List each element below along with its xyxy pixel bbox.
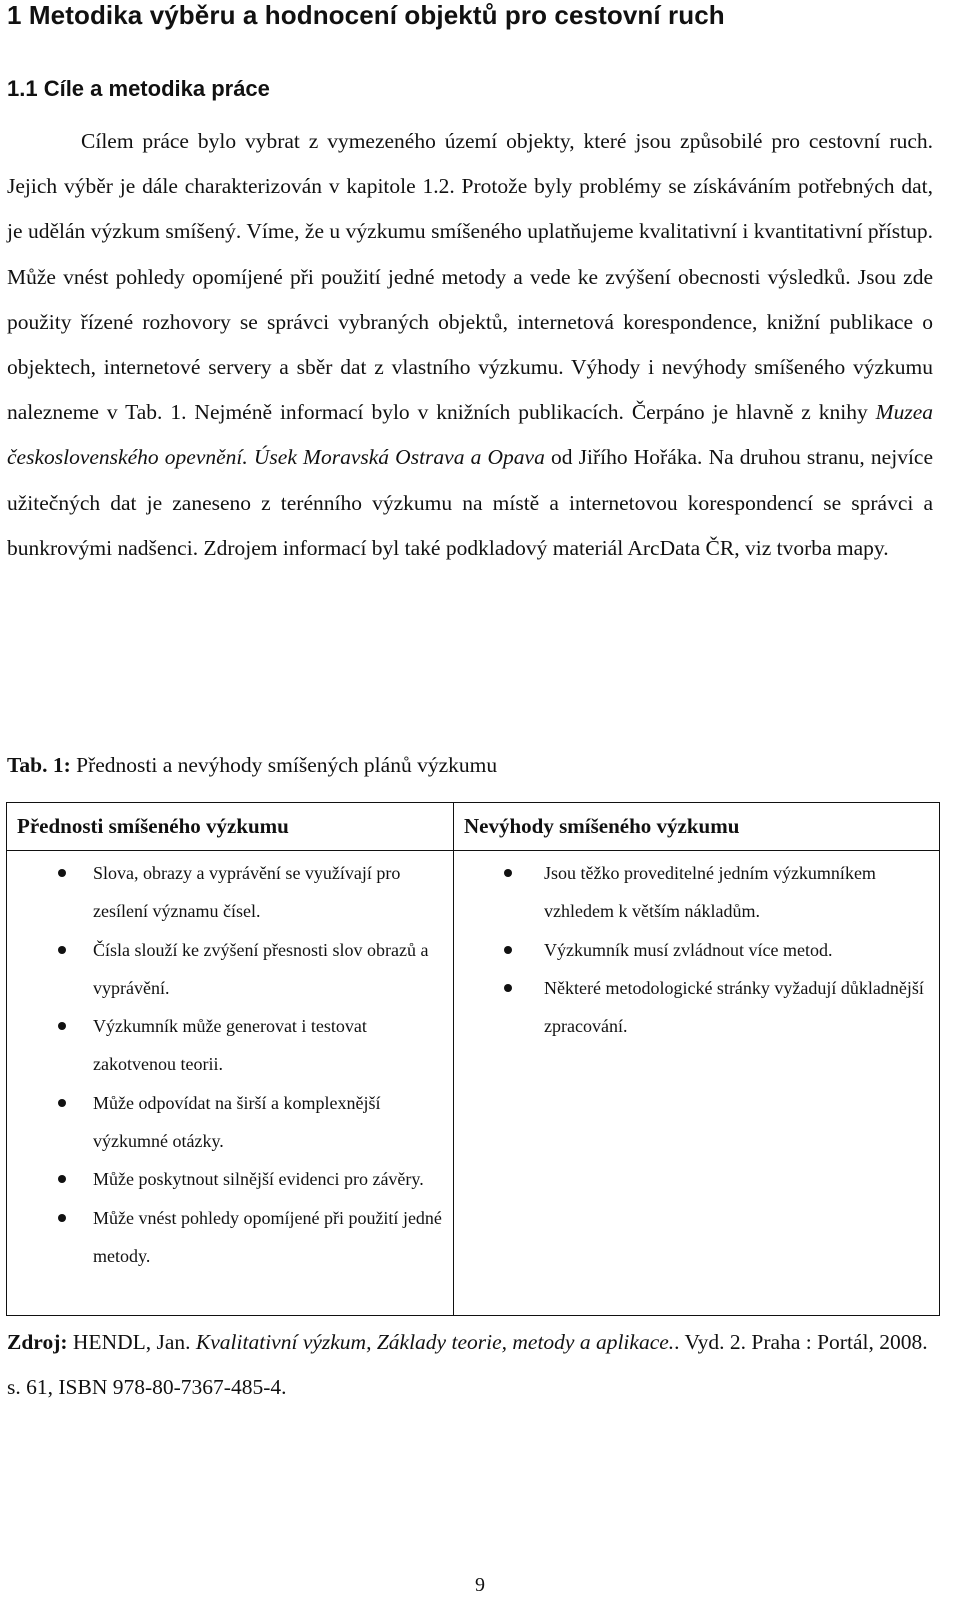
source-label: Zdroj: [7, 1330, 68, 1354]
page-number: 9 [475, 1574, 485, 1596]
bullet-icon [58, 1214, 66, 1222]
bullet-icon [58, 869, 66, 877]
comparison-table [6, 802, 940, 1316]
table-header-disadvantages: Nevýhody smíšeného výzkumu [454, 803, 940, 851]
table-caption [7, 753, 497, 778]
section-heading: 1.1 Cíle a metodika práce [7, 76, 270, 101]
table-header-advantages: Přednosti smíšeného výzkumu [7, 803, 454, 851]
list-item: Jsou těžko proveditelné jedním výzkumníkem vzhledem k větším nákladům. [454, 854, 939, 931]
source-title: Kvalitativní výzkum, Základy teorie, metody a aplikace. [195, 1330, 675, 1354]
list-item: Některé metodologické stránky vyžadují důkladnější zpracování. [454, 969, 939, 1046]
chapter-heading: 1 Metodika výběru a hodnocení objektů pro cestovní ruch [7, 0, 725, 30]
table-caption-text: Přednosti a nevýhody smíšených plánů výzkumu [70, 753, 498, 777]
list-item: Výzkumník může generovat i testovat zakotvenou teorii. [7, 1007, 453, 1084]
table-caption-label: Tab. 1: [7, 753, 71, 777]
bullet-icon [504, 869, 512, 877]
list-item: Může vnést pohledy opomíjené při použití jedné metody. [7, 1199, 453, 1276]
bullet-icon [504, 946, 512, 954]
bullet-icon [504, 984, 512, 992]
disadvantages-cell [454, 851, 940, 1316]
source-author: HENDL, Jan. [67, 1330, 196, 1354]
disadvantages-list [454, 851, 939, 1045]
list-item: Slova, obrazy a vyprávění se využívají pro zesílení významu čísel. [7, 854, 453, 931]
table-header-row [7, 803, 940, 851]
list-item: Může odpovídat na širší a komplexnější výzkumné otázky. [7, 1084, 453, 1161]
bullet-icon [58, 1175, 66, 1183]
list-item: Čísla slouží ke zvýšení přesnosti slov obrazů a vyprávění. [7, 931, 453, 1008]
book-title-italic: Muzea československého opevnění. Úsek Moravská Ostrava a Opava [7, 400, 933, 470]
table-body-row [7, 851, 940, 1316]
bullet-icon [58, 946, 66, 954]
body-paragraph [7, 119, 933, 571]
advantages-cell [7, 851, 454, 1316]
source-details: . Vyd. 2. Praha : Portál, 2008. s. 61, ISBN 978-80-7367-485-4. [7, 1330, 928, 1399]
paragraph-text-part-2: od Jiřího Hořáka. Na druhou stranu, nejvíce užitečných dat je zaneseno z terénního výzkumu na místě a internetovou korespondencí se správci a bunkrovými nadšenci. Zdrojem informací byl také podkladový materiál ArcData ČR, viz tvorba mapy. [7, 445, 933, 560]
list-item: Výzkumník musí zvládnout více metod. [454, 931, 939, 969]
paragraph-text-part-1: Cílem práce bylo vybrat z vymezeného území objekty, které jsou způsobilé pro cestovní ruch. Jejich výběr je dále charakterizován v kapitole 1.2. Protože byly problémy se získáváním potřebných dat, je udělán výzkum smíšený. Víme, že u výzkumu smíšeného uplatňujeme kvalitativní i kvantitativní přístup. Může vnést pohledy opomíjené při použití jedné metody a vede ke zvýšení obecnosti výsledků. Jsou zde použity řízené rozhovory se správci vybraných objektů, internetová korespondence, knižní publikace o objektech, internetové servery a sběr dat z vlastního výzkumu. Výhody i nevýhody smíšeného výzkumu nalezneme v Tab. 1. Nejméně informací bylo v knižních publikacích. Čerpáno je hlavně z knihy [7, 129, 933, 425]
bullet-icon [58, 1022, 66, 1030]
advantages-list [7, 851, 453, 1275]
bullet-icon [58, 1099, 66, 1107]
list-item: Může poskytnout silnější evidenci pro závěry. [7, 1160, 453, 1198]
source-citation [7, 1320, 933, 1410]
